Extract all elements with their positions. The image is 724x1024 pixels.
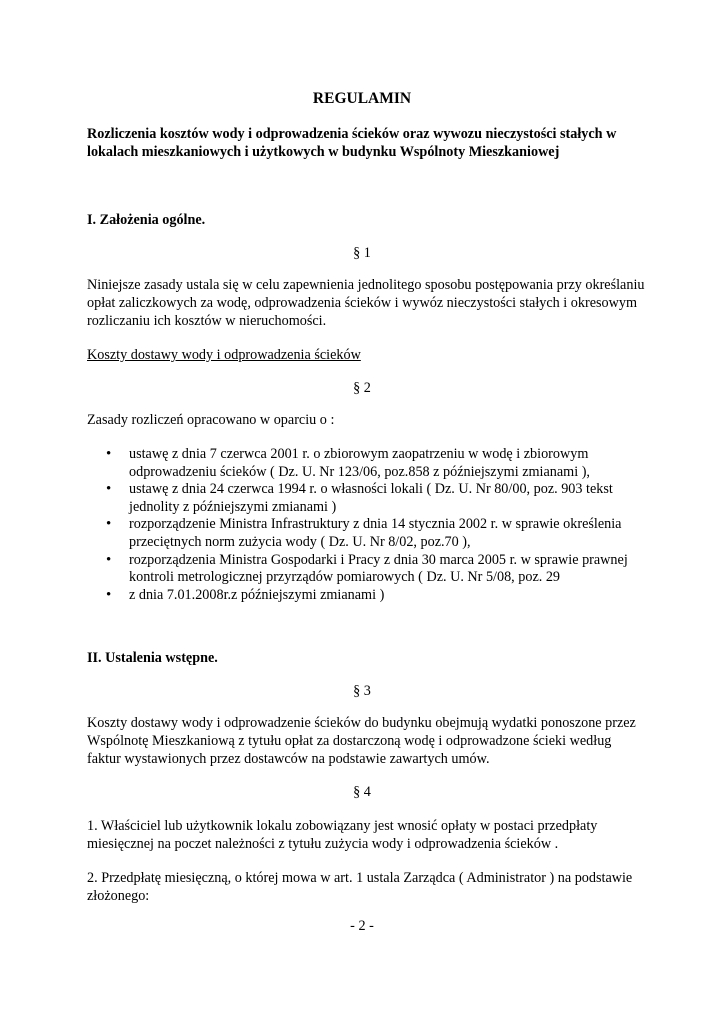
list-item: • rozporządzenia Ministra Gospodarki i Pracy z dnia 30 marca 2005 r. w sprawie prawnej kontroli metrologicznej przyrządów pomiarowych ( Dz. U. Nr 5/08, poz. 29 bbox=[87, 552, 647, 587]
paragraph-3-text: Koszty dostawy wody i odprowadzenie ścieków do budynku obejmują wydatki ponoszone przez Wspólnotę Mieszkaniową z tytułu opłat za dostarczoną wodę i odprowadzone ścieki według faktur wystawionych przez dostawców na podstawie zawartych umów. bbox=[87, 715, 636, 767]
list-item: • ustawę z dnia 24 czerwca 1994 r. o własności lokali ( Dz. U. Nr 80/00, poz. 903 tekst jednolity z późniejszymi zmianami ) bbox=[87, 481, 647, 516]
document-subtitle: Rozliczenia kosztów wody i odprowadzenia ścieków oraz wywozu nieczystości stałych w lokalach mieszkaniowych i użytkowych w budynku Wspólnoty Mieszkaniowej bbox=[87, 126, 617, 160]
document-title: REGULAMIN bbox=[312, 90, 412, 107]
page-number: - 2 - bbox=[350, 918, 374, 934]
list-item: • rozporządzenie Ministra Infrastruktury z dnia 14 stycznia 2002 r. w sprawie określenia przeciętnych norm zużycia wody ( Dz. U. Nr 8/02, poz.70 ), bbox=[87, 516, 647, 551]
paragraph-1-mark: § 1 bbox=[353, 245, 371, 261]
paragraph-4-point-2: 2. Przedpłatę miesięczną, o której mowa w art. 1 ustala Zarządca ( Administrator ) na podstawie złożonego: bbox=[87, 870, 633, 904]
list-item: • z dnia 7.01.2008r.z późniejszymi zmianami ) bbox=[87, 587, 647, 605]
paragraph-1-text: Niniejsze zasady ustala się w celu zapewnienia jednolitego sposobu postępowania przy określaniu opłat zaliczkowych za wodę, odprowadzenia ścieków i wywóz nieczystości stałych i okresowym rozliczaniu ich kosztów w nieruchomości. bbox=[87, 277, 645, 329]
paragraph-3-mark: § 3 bbox=[353, 683, 371, 699]
section-2-heading: II. Ustalenia wstępne. bbox=[87, 650, 218, 666]
paragraph-4-point-1: 1. Właściciel lub użytkownik lokalu zobowiązany jest wnosić opłaty w postaci przedpłaty miesięcznej na poczet należności z tytułu zużycia wody i odprowadzenia ścieków . bbox=[87, 818, 598, 852]
legal-basis-list bbox=[87, 446, 647, 604]
section-1-heading: I. Założenia ogólne. bbox=[87, 212, 206, 228]
list-item: • ustawę z dnia 7 czerwca 2001 r. o zbiorowym zaopatrzeniu w wodę i zbiorowym odprowadzeniu ścieków ( Dz. U. Nr 123/06, poz.858 z późniejszymi zmianami ), bbox=[87, 446, 647, 481]
paragraph-2-mark: § 2 bbox=[353, 380, 371, 396]
paragraph-4-mark: § 4 bbox=[353, 784, 371, 800]
paragraph-2-intro: Zasady rozliczeń opracowano w oparciu o : bbox=[87, 412, 335, 428]
water-costs-subheading: Koszty dostawy wody i odprowadzenia ścieków bbox=[87, 347, 361, 363]
